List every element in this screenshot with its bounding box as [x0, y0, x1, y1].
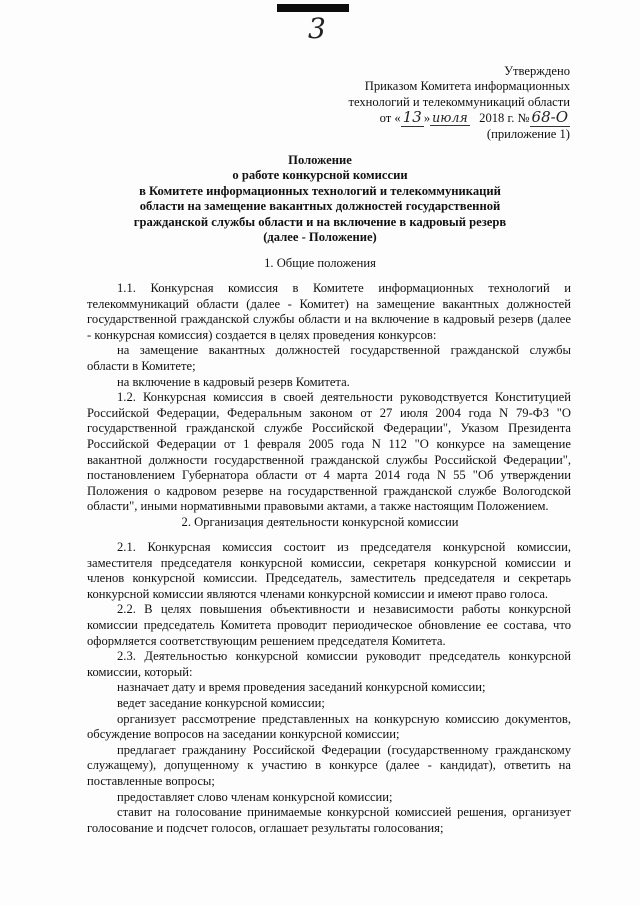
paragraph: на включение в кадровый резерв Комитета. — [117, 374, 350, 389]
approval-appendix: (приложение 1) — [486, 126, 570, 141]
title-line: Положение — [288, 153, 352, 167]
approval-line-2: Приказом Комитета информационных — [364, 79, 570, 94]
redaction-bar — [277, 4, 349, 12]
paragraph: предоставляет слово членам конкурсной комиссии; — [117, 789, 393, 804]
title-line: о работе конкурсной комиссии — [232, 168, 408, 183]
paragraph: 2.2. В целях повышения объективности и независимости работы конкурсной комиссии председатель Комитета проводит периодическое обновление ее состава, что оформляется соответствующим решением председателя Комитета. — [87, 602, 571, 648]
approval-line-3: технологий и телекоммуникаций области — [348, 94, 570, 109]
paragraph: 2.1. Конкурсная комиссия состоит из председателя конкурсной комиссии, заместителя председателя конкурсной комиссии, секретаря конкурсной комиссии и членов конкурсной комиссии. Председатель, заместитель председателя и секретарь конкурсной комиссии являются членами конкурсной комиссии и имеют право голоса. — [87, 540, 571, 601]
order-number: 68-О — [531, 108, 568, 127]
date-day: 13 — [402, 108, 422, 127]
approval-date-line — [348, 110, 570, 126]
section-2-heading: 2. Организация деятельности конкурсной комиссии — [181, 515, 459, 529]
paragraph: назначает дату и время проведения заседаний конкурсной комиссии; — [117, 680, 486, 695]
date-year: 2018 г. № — [479, 111, 530, 126]
paragraph: на замещение вакантных должностей государственной гражданской службы области в Комитете; — [87, 343, 571, 373]
paragraph: организует рассмотрение представленных на конкурсную комиссию документов, обсуждение вопросов на заседании конкурсной комиссии; — [87, 711, 571, 742]
paragraph: ведет заседание конкурсной комиссии; — [117, 695, 325, 710]
title-line: в Комитете информационных технологий и телекоммуникаций — [139, 183, 501, 198]
section-1-heading: 1. Общие положения — [264, 256, 376, 270]
page-number: 3 — [308, 12, 326, 45]
document-title — [95, 153, 545, 245]
title-line: (далее - Положение) — [263, 230, 377, 245]
date-mid: » — [423, 111, 431, 126]
approval-line-1: Утверждено — [504, 64, 570, 78]
approval-stamp — [348, 64, 570, 142]
title-line: области на замещение вакантных должностей государственной — [139, 199, 501, 214]
paragraph: 1.1. Конкурсная комиссия в Комитете информационных технологий и телекоммуникаций области (далее - Комитет) на замещение вакантных должностей государственной гражданской службы области и на включение в кадровый резерв (далее - конкурсная комиссия) создается в целях проведения конкурсов: — [87, 281, 571, 342]
section-1-body — [87, 281, 571, 515]
paragraph: ставит на голосование принимаемые конкурсной комиссией решения, организует голосование и подсчет голосов, оглашает результаты голосования; — [87, 805, 571, 835]
title-line: гражданской службы области и на включение в кадровый резерв — [133, 214, 507, 229]
paragraph: предлагает гражданину Российской Федерации (государственному гражданскому служащему), допущенному к участию в конкурсе (далее - кандидат), ответить на поставленные вопросы; — [87, 742, 571, 788]
paragraph: 2.3. Деятельностью конкурсной комиссии руководит председатель конкурсной комиссии, который: — [87, 649, 571, 679]
section-2-body — [87, 540, 571, 836]
date-prefix: от « — [379, 111, 401, 126]
paragraph: 1.2. Конкурсная комиссия в своей деятельности руководствуется Конституцией Российской Федерации, Федеральным законом от 27 июля 2004 года N 79-ФЗ "О государственной гражданской службе Российской Федерации", Указом Президента Российской Федерации от 1 февраля 2005 года N 112 "О конкурсе на замещение вакантной должности государственной гражданской службы Российской Федерации", постановлением Губернатора области от 4 марта 2014 года N 55 "Об утверждении Положения о кадровом резерве на государственной гражданской службе Вологодской области", иными нормативными правовыми актами, а также настоящим Положением. — [87, 390, 571, 514]
date-month: июля — [432, 110, 468, 126]
